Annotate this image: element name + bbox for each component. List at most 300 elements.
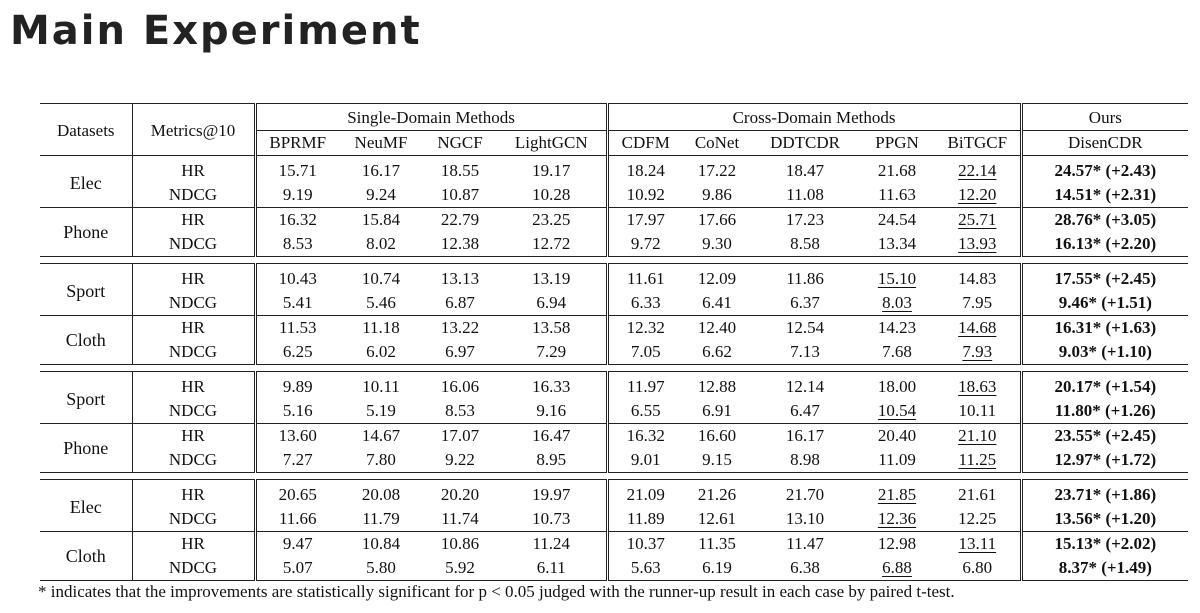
cross-domain-value (607, 480, 683, 508)
table-row (40, 232, 1188, 257)
cross-domain-value (683, 556, 751, 581)
cross-domain-value-text: 11.35 (698, 534, 736, 553)
cross-domain-value (859, 532, 935, 557)
dataset-name: Sport (40, 372, 132, 424)
cross-domain-value-text: 8.03 (882, 293, 912, 312)
table-row (40, 556, 1188, 581)
cross-domain-value-text: 6.62 (702, 342, 732, 361)
cross-domain-value-text: 21.10 (958, 426, 997, 445)
cross-domain-value (859, 264, 935, 292)
header-cross-domain: Cross-Domain Methods (607, 104, 1021, 132)
dataset-name: Elec (40, 480, 132, 532)
single-domain-value: 5.16 (255, 399, 339, 424)
cross-domain-value (607, 156, 683, 184)
cross-domain-value (751, 340, 859, 365)
cross-domain-value-text: 12.61 (697, 509, 737, 528)
cross-domain-value-text: 6.19 (702, 558, 732, 577)
cross-domain-value (859, 316, 935, 341)
single-domain-value: 9.22 (423, 448, 497, 473)
ours-value: 16.31* (+1.63) (1021, 316, 1188, 341)
results-table (40, 103, 1188, 581)
dataset-name: Cloth (40, 532, 132, 581)
cross-domain-value (935, 532, 1021, 557)
single-domain-value: 18.55 (423, 156, 497, 184)
cross-domain-value (607, 556, 683, 581)
metric-name: HR (132, 156, 255, 184)
single-domain-value: 11.18 (339, 316, 423, 341)
cross-domain-value-text: 6.38 (790, 558, 820, 577)
table-row (40, 532, 1188, 557)
single-domain-value: 6.11 (497, 556, 607, 581)
cross-domain-value (683, 316, 751, 341)
cross-domain-value (683, 372, 751, 400)
cross-domain-value (935, 232, 1021, 257)
cross-domain-value (935, 448, 1021, 473)
header-datasets: Datasets (40, 104, 132, 156)
cross-domain-value-text: 24.54 (877, 210, 917, 229)
cross-domain-value-text: 12.36 (877, 509, 917, 528)
group-spacer (40, 473, 1188, 480)
single-domain-value: 11.66 (255, 507, 339, 532)
single-domain-value: 13.22 (423, 316, 497, 341)
cross-domain-value-text: 11.08 (786, 185, 824, 204)
single-domain-value: 9.19 (255, 183, 339, 208)
single-domain-value: 7.80 (339, 448, 423, 473)
single-domain-value: 12.72 (497, 232, 607, 257)
cross-domain-value (607, 399, 683, 424)
table-row (40, 399, 1188, 424)
cross-domain-value (935, 480, 1021, 508)
single-domain-value: 16.47 (497, 424, 607, 449)
cross-domain-value-text: 17.23 (785, 210, 825, 229)
cross-domain-value (683, 424, 751, 449)
single-domain-value: 10.73 (532, 509, 571, 528)
table-row (40, 372, 1188, 400)
header-single-domain: Single-Domain Methods (255, 104, 607, 132)
cross-domain-value-text: 16.60 (697, 426, 737, 445)
cross-domain-value (607, 316, 683, 341)
cross-domain-value-text: 16.17 (785, 426, 825, 445)
cross-domain-value (935, 156, 1021, 184)
single-domain-value: 10.84 (339, 532, 423, 557)
cross-domain-value-text: 6.37 (790, 293, 820, 312)
method-header: NGCF (437, 133, 483, 152)
cross-domain-value-text: 7.93 (962, 342, 993, 361)
cross-domain-value (751, 424, 859, 449)
single-domain-value: 6.25 (255, 340, 339, 365)
cross-domain-value (935, 399, 1021, 424)
table-row (40, 264, 1188, 292)
cross-domain-value-text: 11.97 (626, 377, 665, 396)
cross-domain-value-text: 12.98 (877, 534, 917, 553)
table-row (40, 183, 1188, 208)
single-domain-value: 8.95 (497, 448, 607, 473)
metric-name: HR (132, 372, 255, 400)
ours-value: 11.80* (+1.26) (1021, 399, 1188, 424)
metric-name: NDCG (132, 291, 255, 316)
cross-domain-value-text: 21.26 (697, 485, 737, 504)
cross-domain-value (859, 208, 935, 233)
cross-domain-value (683, 399, 751, 424)
cross-domain-value-text: 12.14 (785, 377, 825, 396)
cross-domain-value (751, 399, 859, 424)
cross-domain-value (935, 316, 1021, 341)
single-domain-value: 5.92 (423, 556, 497, 581)
ours-value: 24.57* (+2.43) (1021, 156, 1188, 184)
single-domain-value: 13.58 (497, 316, 607, 341)
cross-domain-value (751, 232, 859, 257)
cross-domain-value (751, 316, 859, 341)
single-domain-value: 9.24 (366, 185, 396, 204)
single-domain-value: 8.02 (339, 232, 423, 257)
single-domain-value: 8.53 (445, 401, 475, 420)
cross-domain-value-text: 9.30 (702, 234, 732, 253)
single-domain-value: 19.17 (497, 156, 607, 184)
method-header: CoNet (694, 133, 740, 152)
cross-domain-value-text: 6.80 (962, 558, 993, 577)
table-row (40, 291, 1188, 316)
cross-domain-value-text: 12.09 (697, 269, 737, 288)
cross-domain-value-text: 11.89 (626, 509, 665, 528)
cross-domain-value (607, 183, 683, 208)
cross-domain-value (683, 507, 751, 532)
single-domain-value: 8.53 (255, 232, 339, 257)
cross-domain-value-text: 10.11 (958, 401, 997, 420)
single-domain-value: 16.17 (339, 156, 423, 184)
cross-domain-value (751, 556, 859, 581)
cross-domain-value (683, 208, 751, 233)
cross-domain-value-text: 8.98 (790, 450, 820, 469)
cross-domain-value (607, 372, 683, 400)
cross-domain-value (607, 208, 683, 233)
cross-domain-value-text: 13.11 (958, 534, 997, 553)
cross-domain-value-text: 9.01 (630, 450, 661, 469)
cross-domain-value (859, 156, 935, 184)
cross-domain-value-text: 12.88 (697, 377, 737, 396)
single-domain-value: 10.87 (440, 185, 480, 204)
cross-domain-value (751, 264, 859, 292)
cross-domain-value-text: 11.61 (626, 269, 665, 288)
metric-name: NDCG (132, 556, 255, 581)
single-domain-value: 19.97 (497, 480, 607, 508)
single-domain-value: 20.08 (339, 480, 423, 508)
ours-value: 23.55* (+2.45) (1021, 424, 1188, 449)
cross-domain-value (683, 264, 751, 292)
cross-domain-value-text: 14.68 (958, 318, 997, 337)
method-header: BPRMF (255, 131, 339, 156)
cross-domain-value (607, 424, 683, 449)
cross-domain-value (859, 183, 935, 208)
dataset-name: Cloth (40, 316, 132, 365)
single-domain-value: 10.86 (423, 532, 497, 557)
ours-value: 28.76* (+3.05) (1021, 208, 1188, 233)
cross-domain-value (683, 340, 751, 365)
header-metrics: Metrics@10 (132, 104, 255, 156)
cross-domain-value (751, 480, 859, 508)
method-header: DisenCDR (1021, 131, 1188, 156)
cross-domain-value-text: 18.47 (785, 161, 825, 180)
cross-domain-value-text: 6.88 (882, 558, 912, 577)
cross-domain-value-text: 21.09 (626, 485, 665, 504)
cross-domain-value (683, 448, 751, 473)
cross-domain-value (859, 340, 935, 365)
cross-domain-value (751, 532, 859, 557)
single-domain-value: 7.29 (497, 340, 607, 365)
cross-domain-value-text: 18.63 (958, 377, 997, 396)
cross-domain-value-text: 14.83 (958, 269, 997, 288)
cross-domain-value-text: 21.68 (877, 161, 917, 180)
cross-domain-value-text: 6.47 (790, 401, 820, 420)
cross-domain-value-text: 14.23 (877, 318, 917, 337)
cross-domain-value (859, 399, 935, 424)
cross-domain-value-text: 10.37 (626, 534, 665, 553)
single-domain-value: 9.16 (536, 401, 567, 420)
single-domain-value: 11.79 (362, 509, 400, 528)
cross-domain-value (683, 183, 751, 208)
cross-domain-value-text: 7.13 (790, 342, 820, 361)
cross-domain-value (935, 372, 1021, 400)
cross-domain-value (859, 372, 935, 400)
single-domain-value: 15.71 (255, 156, 339, 184)
cross-domain-value-text: 21.61 (958, 485, 997, 504)
cross-domain-value-text: 9.86 (702, 185, 732, 204)
cross-domain-value-text: 11.25 (958, 450, 997, 469)
cross-domain-value-text: 6.41 (702, 293, 732, 312)
method-header: DDTCDR (770, 133, 840, 152)
dataset-name: Sport (40, 264, 132, 316)
metric-name: NDCG (132, 399, 255, 424)
dataset-name: Phone (40, 208, 132, 257)
single-domain-value: 15.84 (339, 208, 423, 233)
cross-domain-value-text: 25.71 (958, 210, 997, 229)
cross-domain-value (859, 480, 935, 508)
dataset-name: Phone (40, 424, 132, 473)
cross-domain-value (935, 291, 1021, 316)
method-header: PPGN (875, 133, 919, 152)
results-table-container (40, 103, 1188, 581)
ours-value: 8.37* (+1.49) (1021, 556, 1188, 581)
ours-value: 9.03* (+1.10) (1021, 340, 1188, 365)
results-body (40, 156, 1188, 581)
cross-domain-value (859, 424, 935, 449)
cross-domain-value (607, 232, 683, 257)
cross-domain-value-text: 15.10 (877, 269, 917, 288)
single-domain-value: 12.38 (423, 232, 497, 257)
single-domain-value: 16.06 (423, 372, 497, 400)
single-domain-value: 5.80 (339, 556, 423, 581)
single-domain-value: 10.43 (255, 264, 339, 292)
cross-domain-value-text: 13.93 (958, 234, 997, 253)
cross-domain-value (683, 291, 751, 316)
single-domain-value: 9.89 (255, 372, 339, 400)
cross-domain-value-text: 9.15 (702, 450, 732, 469)
metric-name: NDCG (132, 232, 255, 257)
table-row (40, 480, 1188, 508)
single-domain-value: 22.79 (423, 208, 497, 233)
cross-domain-value-text: 7.95 (962, 293, 993, 312)
metric-name: HR (132, 208, 255, 233)
cross-domain-value-text: 6.33 (630, 293, 661, 312)
cross-domain-value (751, 156, 859, 184)
metric-name: NDCG (132, 340, 255, 365)
single-domain-value: 9.47 (255, 532, 339, 557)
cross-domain-value (683, 156, 751, 184)
cross-domain-value (751, 183, 859, 208)
cross-domain-value-text: 12.32 (626, 318, 665, 337)
single-domain-value: 16.33 (497, 372, 607, 400)
cross-domain-value-text: 7.68 (882, 342, 912, 361)
cross-domain-value-text: 22.14 (958, 161, 997, 180)
cross-domain-value (683, 532, 751, 557)
cross-domain-value-text: 12.40 (697, 318, 737, 337)
ours-value: 14.51* (+2.31) (1021, 183, 1188, 208)
method-header: CDFM (607, 131, 683, 156)
cross-domain-value (683, 480, 751, 508)
cross-domain-value-text: 12.25 (958, 509, 997, 528)
cross-domain-value (859, 291, 935, 316)
ours-value: 12.97* (+1.72) (1021, 448, 1188, 473)
cross-domain-value (607, 291, 683, 316)
cross-domain-value (751, 507, 859, 532)
single-domain-value: 13.13 (423, 264, 497, 292)
cross-domain-value (859, 232, 935, 257)
metric-name: HR (132, 424, 255, 449)
single-domain-value: 10.11 (339, 372, 423, 400)
metric-name: HR (132, 532, 255, 557)
cross-domain-value-text: 17.22 (697, 161, 737, 180)
table-row (40, 156, 1188, 184)
single-domain-value: 6.97 (423, 340, 497, 365)
cross-domain-value-text: 6.91 (702, 401, 732, 420)
cross-domain-value (607, 340, 683, 365)
cross-domain-value (935, 507, 1021, 532)
single-domain-value: 17.07 (423, 424, 497, 449)
single-domain-value: 5.41 (255, 291, 339, 316)
cross-domain-value (935, 556, 1021, 581)
single-domain-value: 14.67 (339, 424, 423, 449)
single-domain-value: 11.53 (255, 316, 339, 341)
metric-name: HR (132, 264, 255, 292)
single-domain-value: 16.32 (255, 208, 339, 233)
cross-domain-value (751, 208, 859, 233)
table-row (40, 507, 1188, 532)
cross-domain-value (935, 183, 1021, 208)
cross-domain-value-text: 21.85 (877, 485, 917, 504)
cross-domain-value (751, 291, 859, 316)
ours-value: 23.71* (+1.86) (1021, 480, 1188, 508)
single-domain-value: 13.60 (255, 424, 339, 449)
table-row (40, 424, 1188, 449)
cross-domain-value-text: 10.92 (626, 185, 665, 204)
single-domain-value: 6.02 (339, 340, 423, 365)
cross-domain-value-text: 11.63 (878, 185, 916, 204)
cross-domain-value-text: 12.20 (958, 185, 997, 204)
ours-value: 17.55* (+2.45) (1021, 264, 1188, 292)
cross-domain-value (935, 208, 1021, 233)
cross-domain-value-text: 17.66 (697, 210, 737, 229)
cross-domain-value-text: 12.54 (785, 318, 825, 337)
method-header: LightGCN (514, 133, 588, 152)
cross-domain-value (751, 372, 859, 400)
cross-domain-value (751, 448, 859, 473)
cross-domain-value (935, 340, 1021, 365)
single-domain-value: 11.74 (441, 509, 479, 528)
single-domain-value: 20.65 (255, 480, 339, 508)
single-domain-value: 5.07 (255, 556, 339, 581)
single-domain-value: 6.94 (536, 293, 567, 312)
slide-title: Main Experiment (10, 8, 422, 54)
ours-value: 20.17* (+1.54) (1021, 372, 1188, 400)
table-row (40, 448, 1188, 473)
cross-domain-value (607, 264, 683, 292)
cross-domain-value (607, 532, 683, 557)
footnote: * indicates that the improvements are statistically significant for p < 0.05 judged with the runner-up result in each case by paired t-test. (38, 582, 955, 601)
metric-name: NDCG (132, 183, 255, 208)
cross-domain-value-text: 18.24 (626, 161, 665, 180)
cross-domain-value (935, 264, 1021, 292)
cross-domain-value-text: 11.47 (786, 534, 824, 553)
cross-domain-value-text: 11.09 (878, 450, 916, 469)
cross-domain-value (935, 424, 1021, 449)
cross-domain-value (683, 232, 751, 257)
cross-domain-value-text: 17.97 (626, 210, 665, 229)
ours-value: 13.56* (+1.20) (1021, 507, 1188, 532)
single-domain-value: 7.27 (255, 448, 339, 473)
cross-domain-value-text: 9.72 (630, 234, 661, 253)
ours-value: 9.46* (+1.51) (1021, 291, 1188, 316)
table-row (40, 316, 1188, 341)
table-row (40, 208, 1188, 233)
group-spacer (40, 365, 1188, 372)
method-header: BiTGCF (947, 133, 1008, 152)
group-spacer (40, 257, 1188, 264)
cross-domain-value-text: 13.34 (877, 234, 917, 253)
metric-name: HR (132, 480, 255, 508)
cross-domain-value-text: 16.32 (626, 426, 665, 445)
cross-domain-value (859, 448, 935, 473)
single-domain-value: 13.19 (497, 264, 607, 292)
table-row (40, 340, 1188, 365)
single-domain-value: 10.74 (339, 264, 423, 292)
single-domain-value: 5.46 (366, 293, 396, 312)
cross-domain-value (607, 448, 683, 473)
cross-domain-value (859, 507, 935, 532)
cross-domain-value (607, 507, 683, 532)
cross-domain-value-text: 20.40 (877, 426, 917, 445)
cross-domain-value-text: 18.00 (877, 377, 917, 396)
single-domain-value: 20.20 (423, 480, 497, 508)
metric-name: NDCG (132, 507, 255, 532)
single-domain-value: 23.25 (497, 208, 607, 233)
ours-value: 15.13* (+2.02) (1021, 532, 1188, 557)
cross-domain-value-text: 11.86 (786, 269, 824, 288)
metric-name: NDCG (132, 448, 255, 473)
cross-domain-value-text: 13.10 (785, 509, 825, 528)
cross-domain-value-text: 6.55 (630, 401, 661, 420)
single-domain-value: 11.24 (497, 532, 607, 557)
metric-name: HR (132, 316, 255, 341)
cross-domain-value-text: 5.63 (630, 558, 661, 577)
header-ours: Ours (1021, 104, 1188, 132)
ours-value: 16.13* (+2.20) (1021, 232, 1188, 257)
single-domain-value: 5.19 (366, 401, 396, 420)
cross-domain-value-text: 7.05 (630, 342, 661, 361)
dataset-name: Elec (40, 156, 132, 208)
method-header: NeuMF (354, 133, 408, 152)
cross-domain-value (859, 556, 935, 581)
cross-domain-value-text: 21.70 (785, 485, 825, 504)
single-domain-value: 6.87 (445, 293, 475, 312)
